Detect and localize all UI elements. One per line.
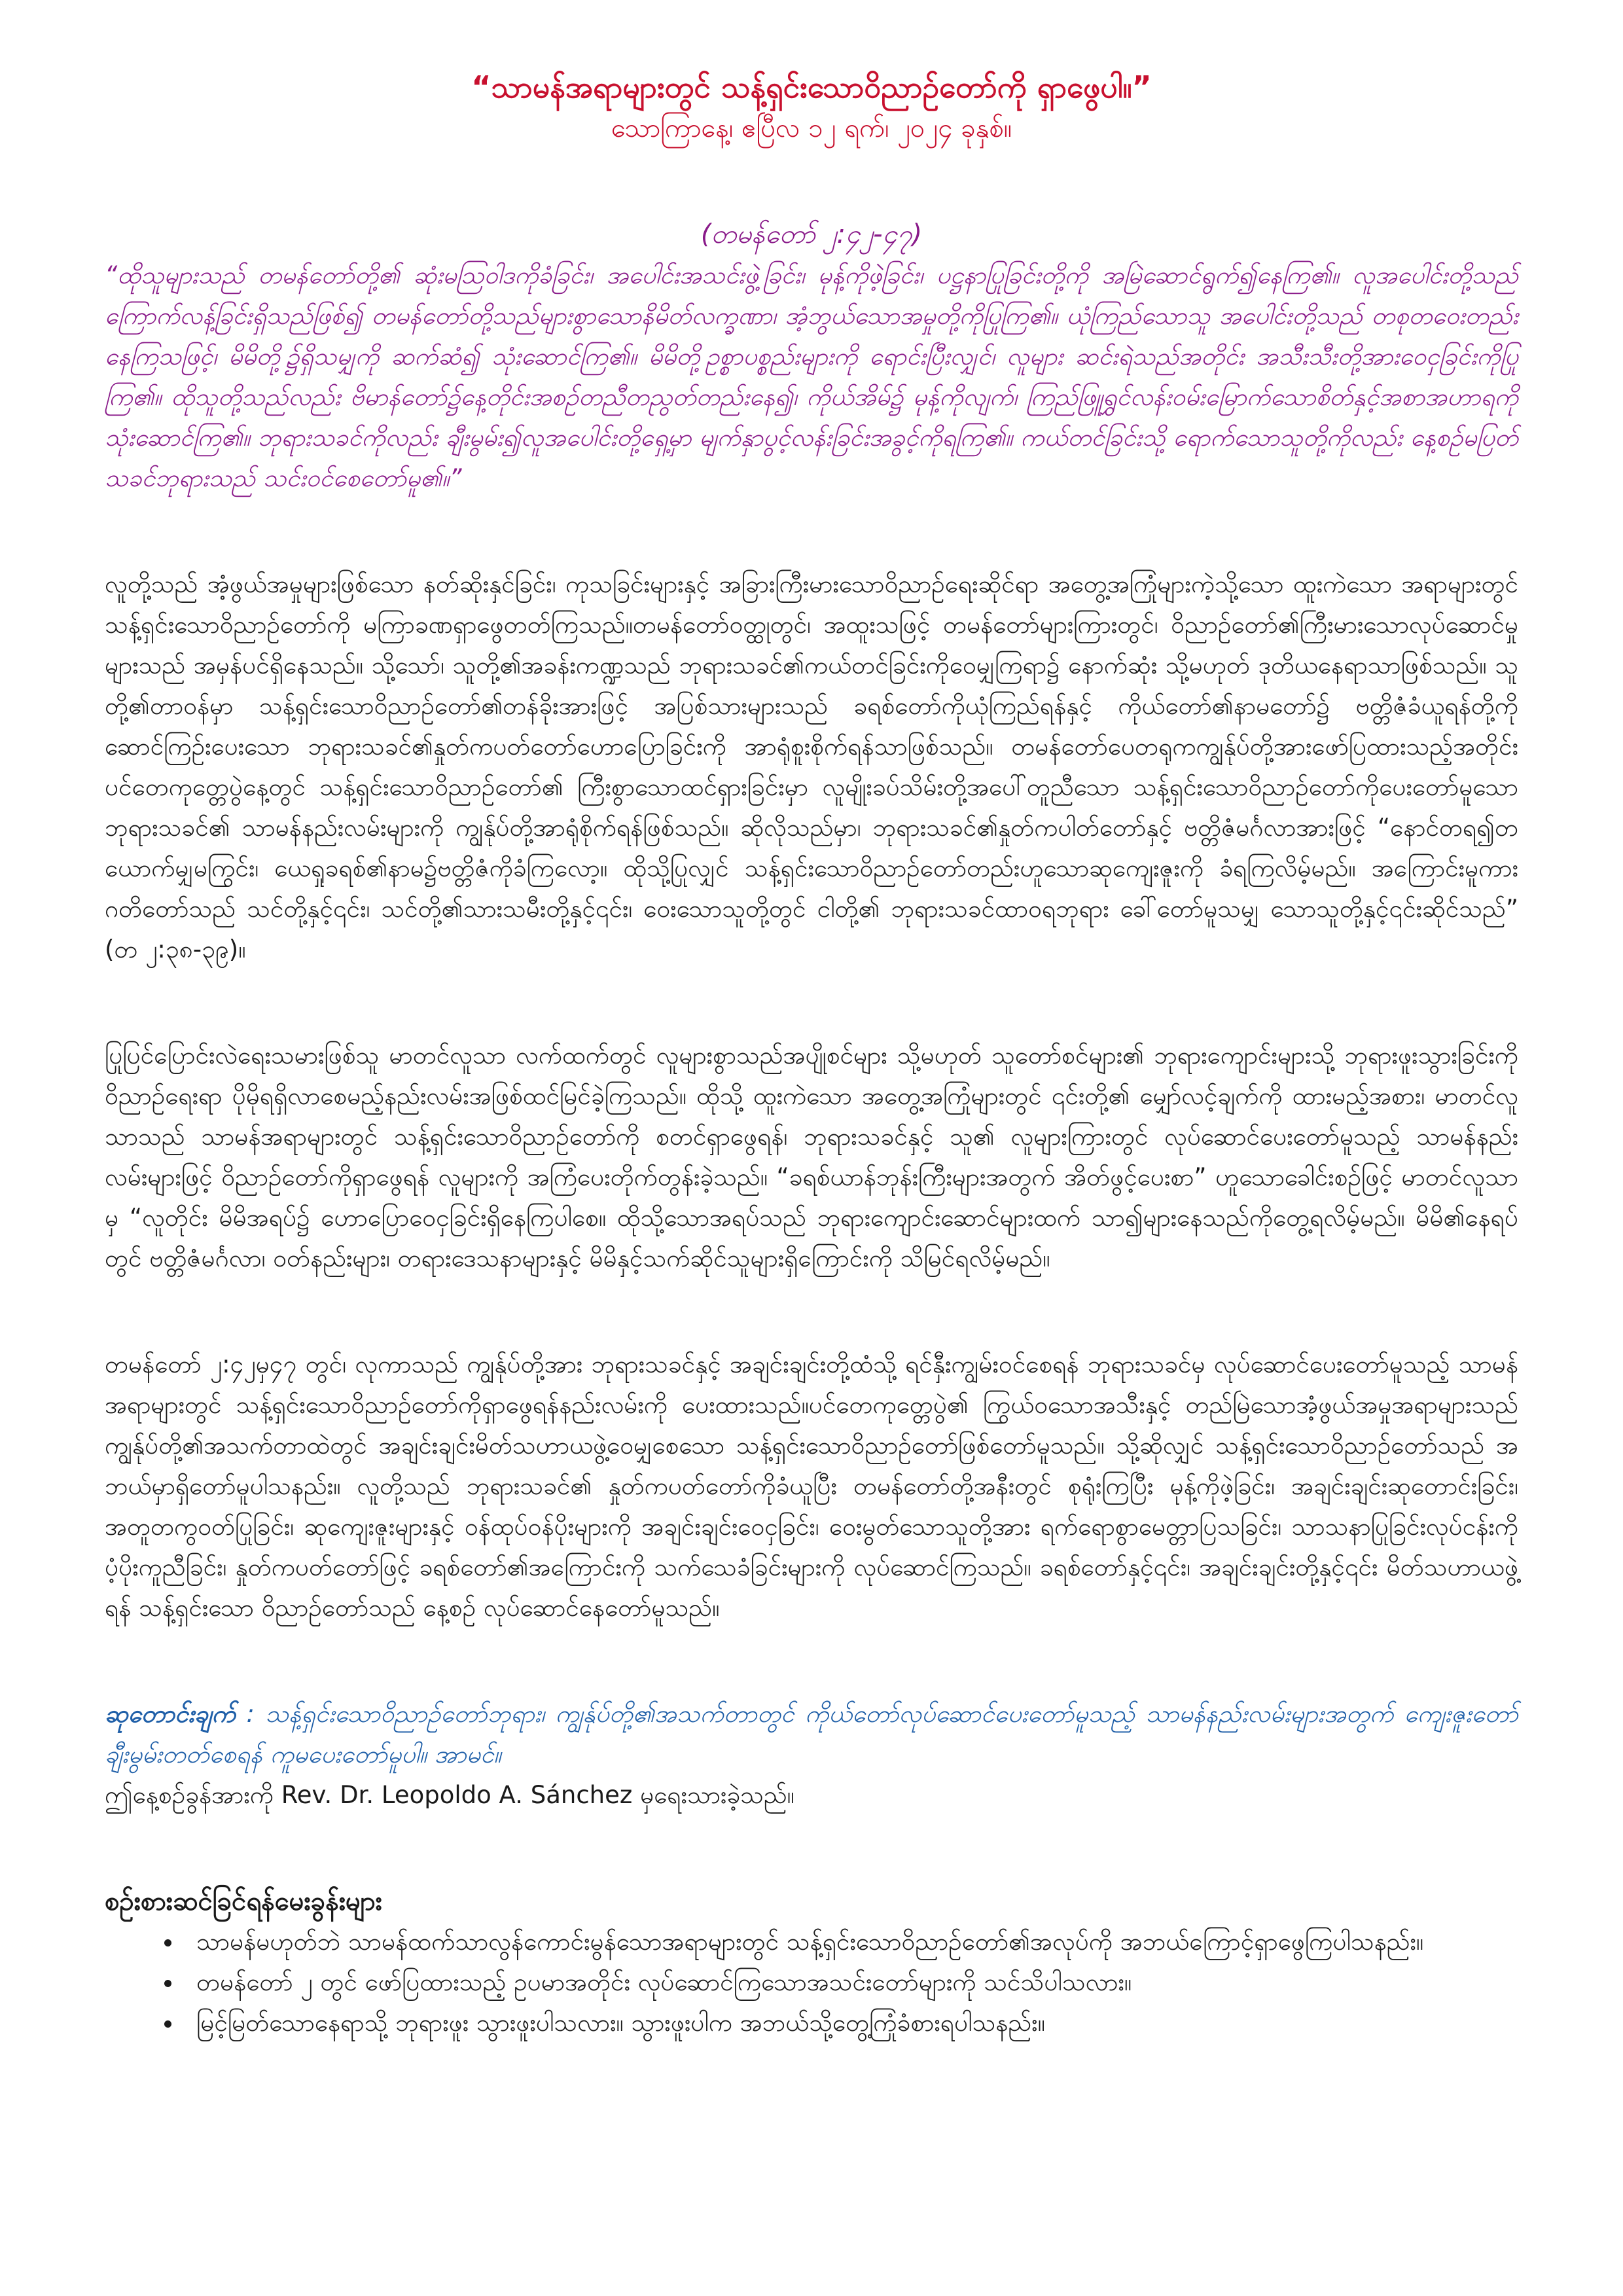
body-paragraph-1: လူတို့သည် အံ့ဖွယ်အမှုများဖြစ်သော နတ်ဆိုးနှင်ခြင်း၊ ကုသခြင်းများနှင့် အခြားကြီးမားသောဝိညာဉ်ရေးဆိုင်ရာ အတွေ့အကြုံများကဲ့သို့သော ထူးကဲသော အရာများတွင် သန့်ရှင်းသောဝိညာဉ်တော်ကို မကြာခဏရှာဖွေတတ်ကြသည်။တမန်တော်ဝတ္ထုတွင်၊ အထူးသဖြင့် တမန်တော်များကြားတွင်၊ ဝိညာဉ်တော်၏ကြီးမားသောလုပ်ဆောင်မှုများသည် အမှန်ပင်ရှိနေသည်။ သို့သော်၊ သူတို့၏အခန်းကဏ္ဍသည် ဘုရားသခင်၏ကယ်တင်ခြင်းကိုဝေမျှကြရာ၌ နောက်ဆုံး သို့မဟုတ် ဒုတိယနေရာသာဖြစ်သည်။ သူတို့၏တာဝန်မှာ သန့်ရှင်းသောဝိညာဉ်တော်၏တန်ခိုးအားဖြင့် အပြစ်သားများသည် ခရစ်တော်ကိုယုံကြည်ရန်နှင့် ကိုယ်တော်၏နာမတော်၌ ဗတ္တိဇံခံယူရန်တို့ကိုဆောင်ကြဉ်းပေးသော ဘုရားသခင်၏နှုတ်ကပတ်တော်ဟောပြောခြင်းကို အာရုံစူးစိုက်ရန်သာဖြစ်သည်။ တမန်တော်ပေတရုကကျွန်ုပ်တို့အားဖော်ပြထားသည့်အတိုင်း ပင်တေကုတ္တေပွဲနေ့တွင် သန့်ရှင်းသောဝိညာဉ်တော်၏ ကြီးစွာသောထင်ရှားခြင်းမှာ လူမျိုးခပ်သိမ်းတို့အပေါ်တူညီသော သန့်ရှင်းသောဝိညာဉ်တော်ကိုပေးတော်မူသော ဘုရားသခင်၏ သာမန်နည်းလမ်းများကို ကျွန်ုပ်တို့အာရုံစိုက်ရန်ဖြစ်သည်။ ဆိုလိုသည်မှာ၊ ဘုရားသခင်၏နှုတ်ကပါတ်တော်နှင့် ဗတ္တိဇံမင်္ဂလာအားဖြင့် “နောင်တရ၍တယောက်မျှမကြွင်း၊ ယေရှုခရစ်၏နာမ၌ဗတ္တိဇံကိုခံကြလော့။ ထိုသို့ပြုလျှင် သန့်ရှင်းသောဝိညာဉ်တော်တည်းဟူသောဆုကျေးဇူးကို ခံရကြလိမ့်မည်။ အကြောင်းမူကား ဂတိတော်သည် သင်တို့နှင့်၎င်း၊ သင်တို့၏သားသမီးတို့နှင့်၎င်း၊ ဝေးသောသူတို့တွင် ငါတို့၏ ဘုရားသခင်ထာဝရဘုရား ခေါ်တော်မူသမျှ သောသူတို့နှင့်၎င်းဆိုင်သည်” (တ ၂:၃၈-၃၉)။ <box>105 570 1518 963</box>
author-credit: ဤနေ့စဉ်ခွန်အားကို Rev. Dr. Leopoldo A. Sánchez မှရေးသားခဲ့သည်။ <box>105 1781 794 1809</box>
question-item: • မြင့်မြတ်သောနေရာသို့ ဘုရားဖူး သွားဖူးပါသလား။ သွားဖူးပါက အဘယ်သို့တွေ့ကြုံခံစားရပါသနည်း။ <box>183 2003 1518 2043</box>
question-item: • တမန်တော် ၂ တွင် ဖော်ပြထားသည့် ဥပမာအတိုင်း လုပ်ဆောင်ကြသောအသင်းတော်များကို သင်သိပါသလား။ <box>183 1962 1518 2003</box>
questions-heading: စဉ်းစားဆင်ခြင်ရန်မေးခွန်းများ <box>105 1886 382 1916</box>
page-date: သောကြာနေ့၊ ဧပြီလ ၁၂ ရက်၊ ၂၀၂၄ ခုနှစ်။ <box>611 113 1012 143</box>
question-item: • သာမန်မဟုတ်ဘဲ သာမန်ထက်သာလွန်ကောင်းမွန်သောအရာများတွင် သန့်ရှင်းသောဝိညာဉ်တော်၏အလုပ်ကို အဘယ်ကြောင့်ရှာဖွေကြပါသနည်း။ <box>183 1922 1518 1962</box>
prayer-label: ဆုတောင်းချက် <box>105 1700 236 1728</box>
devotional-page <box>105 65 1518 2043</box>
prayer-separator: : <box>235 1700 266 1728</box>
prayer <box>105 1694 1518 1775</box>
body-paragraph-3: တမန်တော် ၂:၄၂မှ၄၇ တွင်၊ လုကာသည် ကျွန်ုပ်တို့အား ဘုရားသခင်နှင့် အချင်းချင်းတို့ထံသို့ ရင်နှီးကျွမ်းဝင်စေရန် ဘုရားသခင်မှ လုပ်ဆောင်ပေးတော်မူသည့် သာမန်အရာများတွင် သန့်ရှင်းသောဝိညာဉ်တော်ကိုရှာဖွေရန်နည်းလမ်းကို ပေးထားသည်။ပင်တေကုတ္တေပွဲ၏ ကြွယ်ဝသောအသီးနှင့် တည်မြဲသောအံ့ဖွယ်အမှုအရာများသည် ကျွန်ုပ်တို့၏အသက်တာထဲတွင် အချင်းချင်းမိတ်သဟာယဖွဲ့ဝေမျှစေသော သန့်ရှင်းသောဝိညာဉ်တော်ဖြစ်တော်မူသည်။ သို့ဆိုလျှင် သန့်ရှင်းသောဝိညာဉ်တော်သည် အဘယ်မှာရှိတော်မူပါသနည်း။ လူတို့သည် ဘုရားသခင်၏ နှုတ်ကပတ်တော်ကိုခံယူပြီး တမန်တော်တို့အနီးတွင် စုရုံးကြပြီး မုန့်ကိုဖဲ့ခြင်း၊ အချင်းချင်းဆုတောင်းခြင်း၊ အတူတကွဝတ်ပြုခြင်း၊ ဆုကျေးဇူးများနှင့် ဝန်ထုပ်ဝန်ပိုးများကို အချင်းချင်းဝေငှခြင်း၊ ဝေးမွတ်သောသူတို့အား ရက်ရောစွာမေတ္တာပြသခြင်း၊ သာသနာပြုခြင်းလုပ်ငန်းကို ပံ့ပိုးကူညီခြင်း၊ နှုတ်ကပတ်တော်ဖြင့် ခရစ်တော်၏အကြောင်းကို သက်သေခံခြင်းများကို လုပ်ဆောင်ကြသည်။ ခရစ်တော်နှင့်၎င်း၊ အချင်းချင်းတို့နှင့်၎င်း မိတ်သဟာယဖွဲ့ရန် သန့်ရှင်းသော ဝိညာဉ်တော်သည် နေ့စဉ် လုပ်ဆောင်နေတော်မူသည်။ <box>105 1350 1518 1622</box>
questions-list <box>105 1922 1518 2043</box>
body-paragraph-2: ပြုပြင်ပြောင်းလဲရေးသမားဖြစ်သူ မာတင်လူသာ လက်ထက်တွင် လူများစွာသည်အပျိုစင်များ သို့မဟုတ် သူတော်စင်များ၏ ဘုရားကျောင်းများသို့ ဘုရားဖူးသွားခြင်းကို ဝိညာဉ်ရေးရာ ပိုမိုရရှိလာစေမည့်နည်းလမ်းအဖြစ်ထင်မြင်ခဲ့ကြသည်။ ထိုသို့ ထူးကဲသော အတွေ့အကြုံများတွင် ၎င်းတို့၏ မျှော်လင့်ချက်ကို ထားမည့်အစား၊ မာတင်လူသာသည် သာမန်အရာများတွင် သန့်ရှင်းသောဝိညာဉ်တော်ကို စတင်ရှာဖွေရန်၊ ဘုရားသခင်နှင့် သူ၏ လူများကြားတွင် လုပ်ဆောင်ပေးတော်မူသည့် သာမန်နည်းလမ်းများဖြင့် ဝိညာဉ်တော်ကိုရှာဖွေရန် လူများကို အကြံပေးတိုက်တွန်းခဲ့သည်။ “ခရစ်ယာန်ဘုန်းကြီးများအတွက် အိတ်ဖွင့်ပေးစာ” ဟူသောခေါင်းစဉ်ဖြင့် မာတင်လူသာမှ “လူတိုင်း မိမိအရပ်၌ ဟောပြောဝေငှခြင်းရှိနေကြပါစေ။ ထိုသို့သောအရပ်သည် ဘုရားကျောင်းဆောင်များထက် သာ၍များနေသည်ကိုတွေ့ရလိမ့်မည်။ မိမိ၏နေရပ်တွင် ဗတ္တိဇံမင်္ဂလာ၊ ဝတ်နည်းများ၊ တရားဒေသနာများနှင့် မိမိနှင့်သက်ဆိုင်သူများရှိကြောင်းကို သိမြင်ရလိမ့်မည်။ <box>105 1041 1518 1272</box>
prayer-text: သန့်ရှင်းသောဝိညာဉ်တော်ဘုရား၊ ကျွန်ုပ်တို့၏အသက်တာတွင် ကိုယ်တော်လုပ်ဆောင်ပေးတော်မူသည့် သာမန်နည်းလမ်းများအတွက် ကျေးဇူးတော်ချီးမွမ်းတတ်စေရန် ကူမပေးတော်မူပါ။ အာမင်။ <box>105 1700 1518 1768</box>
scripture-reference: (တမန်တော် ၂:၄၂-၄၇) <box>700 219 923 249</box>
scripture-text: “ထိုသူများသည် တမန်တော်တို့၏ ဆုံးမသြဝါဒကိုခံခြင်း၊ အပေါင်းအသင်းဖွဲ့ခြင်း၊ မုန့်ကိုဖဲ့ခြင်း၊ ပဋ္ဌနာပြုခြင်းတို့ကို အမြဲဆောင်ရွက်၍နေကြ၏။ လူအပေါင်းတို့သည် ကြောက်လန့်ခြင်းရှိသည်ဖြစ်၍ တမန်တော်တို့သည်များစွာသောနိမိတ်လက္ခဏာ၊ အံ့ဘွယ်သောအမှုတို့ကိုပြုကြ၏။ ယုံကြည်သောသူ အပေါင်းတို့သည် တစုတဝေးတည်းနေကြသဖြင့်၊ မိမိတို့၌ရှိသမျှကို ဆက်ဆံ၍ သုံးဆောင်ကြ၏။ မိမိတို့ဥစ္စာပစ္စည်းများကို ရောင်းပြီးလျှင်၊ လူများ ဆင်းရဲသည်အတိုင်း အသီးသီးတို့အားဝေငှခြင်းကိုပြုကြ၏။ ထိုသူတို့သည်လည်း ဗိမာန်တော်၌နေ့တိုင်းအစဉ်တညီတညွတ်တည်းနေ၍၊ ကိုယ်အိမ်၌ မုန့်ကိုလျက်၊ ကြည်ဖြူရွှင်လန်းဝမ်းမြောက်သောစိတ်နှင့်အစာအဟာရကိုသုံးဆောင်ကြ၏။ ဘုရားသခင်ကိုလည်း ချီးမွမ်း၍လူအပေါင်းတို့ရှေ့မှာ မျက်နှာပွင့်လန်းခြင်းအခွင့်ကိုရကြ၏။ ကယ်တင်ခြင်းသို့ ရောက်သောသူတို့ကိုလည်း နေ့စဉ်မပြတ်သခင်ဘုရားသည် သင်းဝင်စေတော်မူ၏။” <box>105 261 1518 492</box>
page-title: “သာမန်အရာများတွင် သန့်ရှင်းသောဝိညာဉ်တော်ကို ရှာဖွေပါ။” <box>471 69 1152 105</box>
